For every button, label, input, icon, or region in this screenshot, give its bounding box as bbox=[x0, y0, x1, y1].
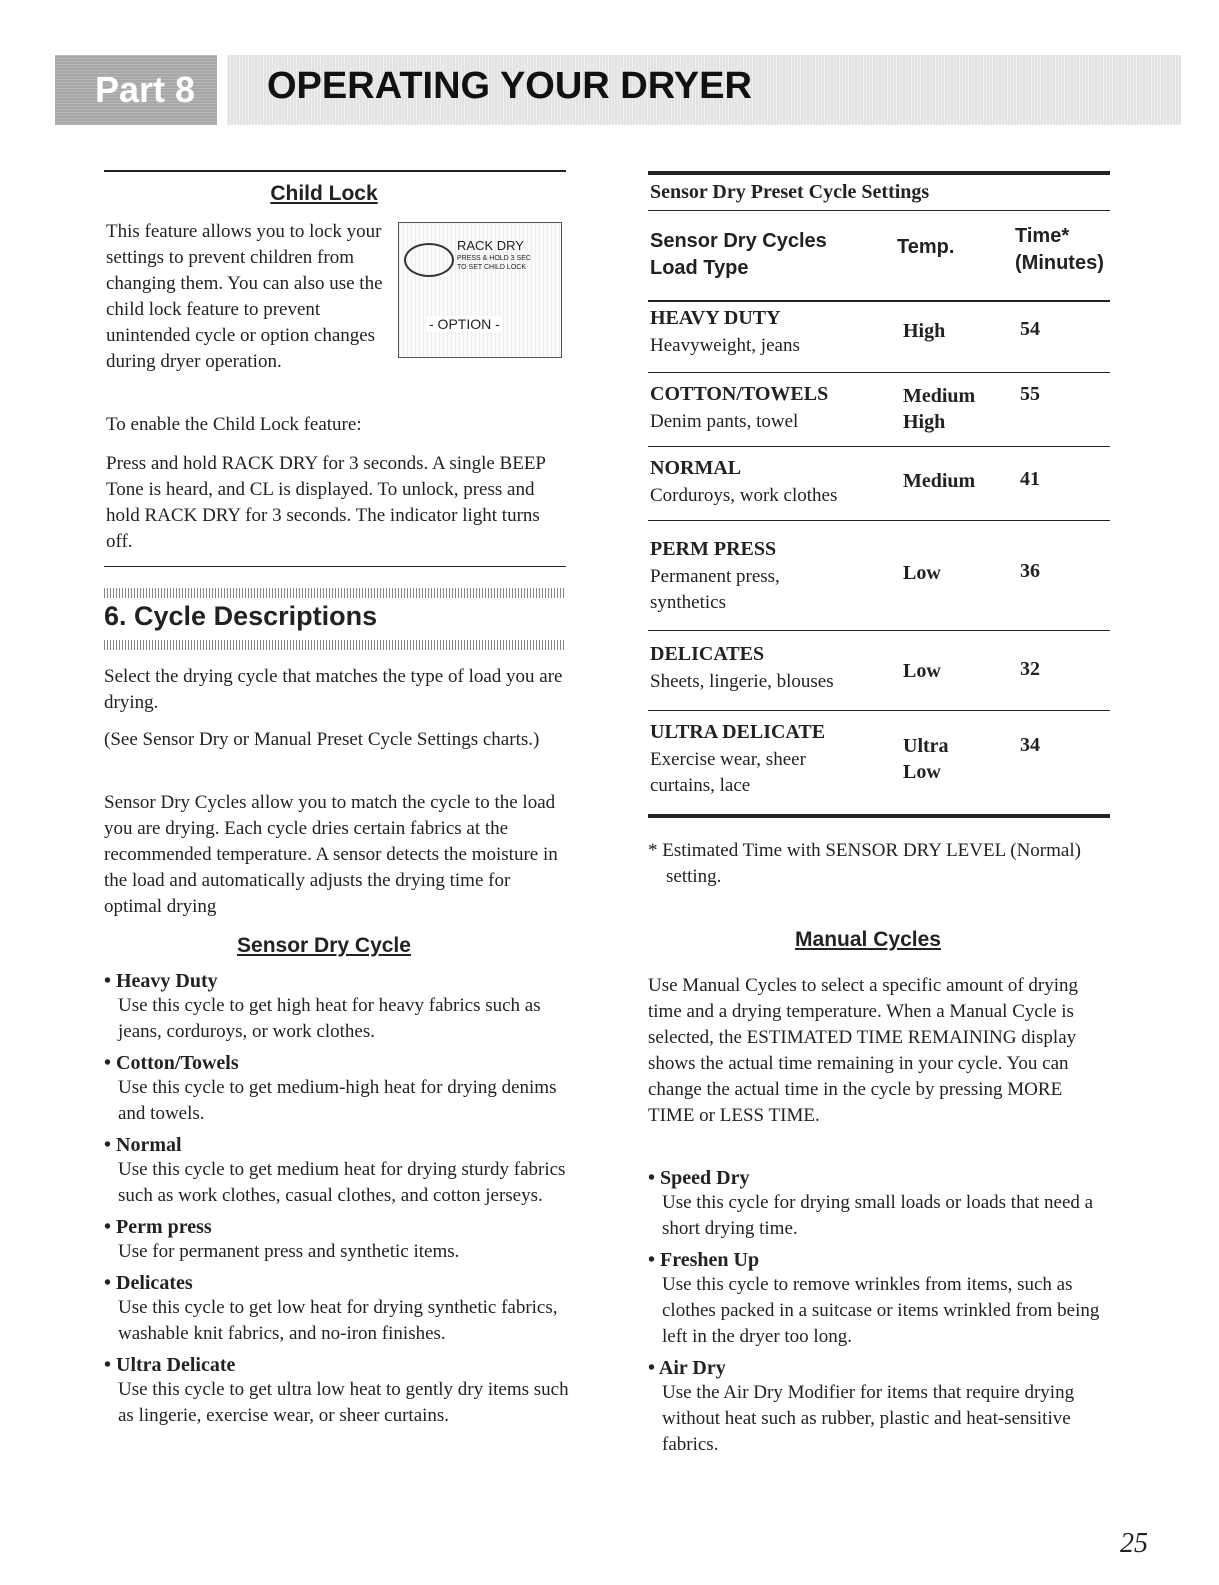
col-header-time: Time* bbox=[1015, 225, 1070, 247]
table-title: Sensor Dry Preset Cycle Settings bbox=[650, 181, 930, 203]
row-time: 41 bbox=[1020, 468, 1040, 490]
header-banner bbox=[55, 55, 1181, 125]
divider bbox=[104, 170, 566, 172]
row-time: 32 bbox=[1020, 658, 1040, 680]
sensor-dry-list bbox=[104, 970, 584, 1429]
cycle-desc-p2: (See Sensor Dry or Manual Preset Cycle Settings charts.) bbox=[104, 729, 540, 750]
part-label-box bbox=[55, 55, 217, 125]
list-item-title: • Cotton/Towels bbox=[104, 1052, 239, 1074]
table-bottom-rule bbox=[648, 814, 1110, 818]
list-item-title: • Heavy Duty bbox=[104, 970, 218, 992]
list-item bbox=[648, 1249, 1110, 1350]
cycle-desc-p1: Select the drying cycle that matches the type of load you are drying. bbox=[104, 666, 563, 713]
row-temp: Medium bbox=[903, 470, 976, 492]
list-item bbox=[648, 1167, 1110, 1242]
table-top-rule bbox=[648, 171, 1110, 175]
row-desc: Denim pants, towel bbox=[650, 411, 799, 432]
row-name: NORMAL bbox=[650, 457, 742, 479]
row-name: PERM PRESS bbox=[650, 538, 777, 560]
list-item-text: Use for permanent press and synthetic items. bbox=[118, 1241, 460, 1262]
page-number: 25 bbox=[1120, 1528, 1148, 1559]
manual-intro: Use Manual Cycles to select a specific amount of drying time and a drying temperature. When a Manual Cycle is selected, the ESTIMATED TIME REMAINING display shows the actual time remaining in your cycle. You can change the actual time in the cycle by pressing MORE TIME or LESS TIME. bbox=[648, 975, 1079, 1126]
page-title: OPERATING YOUR DRYER bbox=[267, 65, 752, 107]
list-item-text: Use this cycle to get low heat for drying synthetic fabrics, washable knit fabrics, and no-iron finishes. bbox=[118, 1297, 558, 1344]
child-lock-heading: Child Lock bbox=[270, 182, 378, 205]
list-item-title: • Delicates bbox=[104, 1272, 193, 1294]
list-item bbox=[648, 1357, 1110, 1458]
rack-dry-button-icon bbox=[404, 243, 454, 277]
list-item-title: • Perm press bbox=[104, 1216, 212, 1238]
col-header-minutes: (Minutes) bbox=[1015, 252, 1104, 274]
list-item bbox=[104, 1052, 584, 1127]
divider bbox=[648, 300, 1110, 302]
row-name: HEAVY DUTY bbox=[650, 307, 781, 329]
dotted-rule bbox=[104, 640, 566, 650]
row-desc: Corduroys, work clothes bbox=[650, 485, 838, 506]
divider bbox=[648, 210, 1110, 211]
panel-sub2: TO SET CHILD LOCK bbox=[457, 264, 526, 271]
row-time: 34 bbox=[1020, 734, 1040, 756]
list-item-title: • Ultra Delicate bbox=[104, 1354, 236, 1376]
row-temp: Ultra Low bbox=[903, 735, 949, 783]
list-item bbox=[104, 1354, 584, 1429]
row-name: COTTON/TOWELS bbox=[650, 383, 829, 405]
list-item-title: • Freshen Up bbox=[648, 1249, 760, 1271]
panel-option: - OPTION - bbox=[429, 316, 500, 332]
row-name: DELICATES bbox=[650, 643, 765, 665]
divider bbox=[104, 566, 566, 567]
list-item-text: Use this cycle for drying small loads or loads that need a short drying time. bbox=[662, 1192, 1094, 1239]
child-lock-enable: To enable the Child Lock feature: bbox=[106, 414, 362, 435]
row-time: 36 bbox=[1020, 560, 1040, 582]
child-lock-steps: Press and hold RACK DRY for 3 seconds. A single BEEP Tone is heard, and CL is displayed. To unlock, press and hold RACK DRY for 3 seconds. The indicator light turns off. bbox=[106, 453, 546, 552]
list-item-text: Use this cycle to get medium heat for drying sturdy fabrics such as work clothes, casual clothes, and cotton jerseys. bbox=[118, 1159, 566, 1206]
list-item bbox=[104, 1216, 584, 1265]
title-box bbox=[227, 55, 1181, 125]
panel-sub1: PRESS & HOLD 3 SEC bbox=[457, 255, 531, 262]
list-item-text: Use this cycle to get medium-high heat for drying denims and towels. bbox=[118, 1077, 557, 1124]
divider bbox=[648, 446, 1110, 447]
list-item bbox=[104, 1272, 584, 1347]
list-item-title: • Speed Dry bbox=[648, 1167, 750, 1189]
sensor-dry-heading: Sensor Dry Cycle bbox=[237, 934, 411, 957]
row-temp: Low bbox=[903, 660, 941, 682]
list-item-text: Use this cycle to get high heat for heavy fabrics such as jeans, corduroys, or work clothes. bbox=[118, 995, 541, 1042]
row-temp: High bbox=[903, 320, 946, 342]
manual-list bbox=[648, 1167, 1110, 1458]
row-temp: Low bbox=[903, 562, 941, 584]
cycle-desc-p3: Sensor Dry Cycles allow you to match the cycle to the load you are drying. Each cycle dries certain fabrics at the recommended temperature. A sensor detects the moisture in the load and automatically adjusts the drying time for optimal drying bbox=[104, 792, 558, 917]
divider bbox=[648, 630, 1110, 631]
row-temp: Medium High bbox=[903, 385, 976, 433]
divider bbox=[648, 372, 1110, 373]
row-time: 55 bbox=[1020, 383, 1040, 405]
col-header-cycle: Sensor Dry Cycles Load Type bbox=[650, 230, 827, 279]
list-item bbox=[104, 1134, 584, 1209]
list-item-text: Use this cycle to get ultra low heat to gently dry items such as lingerie, exercise wear, or sheer curtains. bbox=[118, 1379, 569, 1426]
table-footnote: * Estimated Time with SENSOR DRY LEVEL (Normal) setting. bbox=[648, 840, 1081, 887]
row-desc: Exercise wear, sheer curtains, lace bbox=[650, 749, 806, 796]
list-item-title: • Air Dry bbox=[648, 1357, 726, 1379]
child-lock-intro: This feature allows you to lock your settings to prevent children from changing them. You can also use the child lock feature to prevent unintended cycle or option changes during dryer operation. bbox=[106, 221, 383, 372]
list-item-text: Use this cycle to remove wrinkles from items, such as clothes packed in a suitcase or items wrinkled from being left in the dryer too long. bbox=[662, 1274, 1100, 1347]
row-desc: Sheets, lingerie, blouses bbox=[650, 671, 834, 692]
dotted-rule bbox=[104, 588, 566, 598]
row-name: ULTRA DELICATE bbox=[650, 721, 826, 743]
part-label: Part 8 bbox=[95, 69, 196, 110]
divider bbox=[648, 710, 1110, 711]
list-item bbox=[104, 970, 584, 1045]
row-desc: Permanent press, synthetics bbox=[650, 566, 780, 613]
cycle-descriptions-heading: 6. Cycle Descriptions bbox=[104, 601, 378, 631]
panel-button-label: RACK DRY bbox=[457, 238, 524, 253]
divider bbox=[648, 520, 1110, 521]
col-header-temp: Temp. bbox=[897, 236, 955, 258]
list-item-text: Use the Air Dry Modifier for items that require drying without heat such as rubber, plastic and heat-sensitive fabrics. bbox=[662, 1382, 1075, 1455]
list-item-title: • Normal bbox=[104, 1134, 182, 1156]
row-desc: Heavyweight, jeans bbox=[650, 335, 800, 356]
control-panel-image bbox=[398, 222, 562, 358]
row-time: 54 bbox=[1020, 318, 1040, 340]
manual-cycles-heading: Manual Cycles bbox=[795, 928, 941, 951]
